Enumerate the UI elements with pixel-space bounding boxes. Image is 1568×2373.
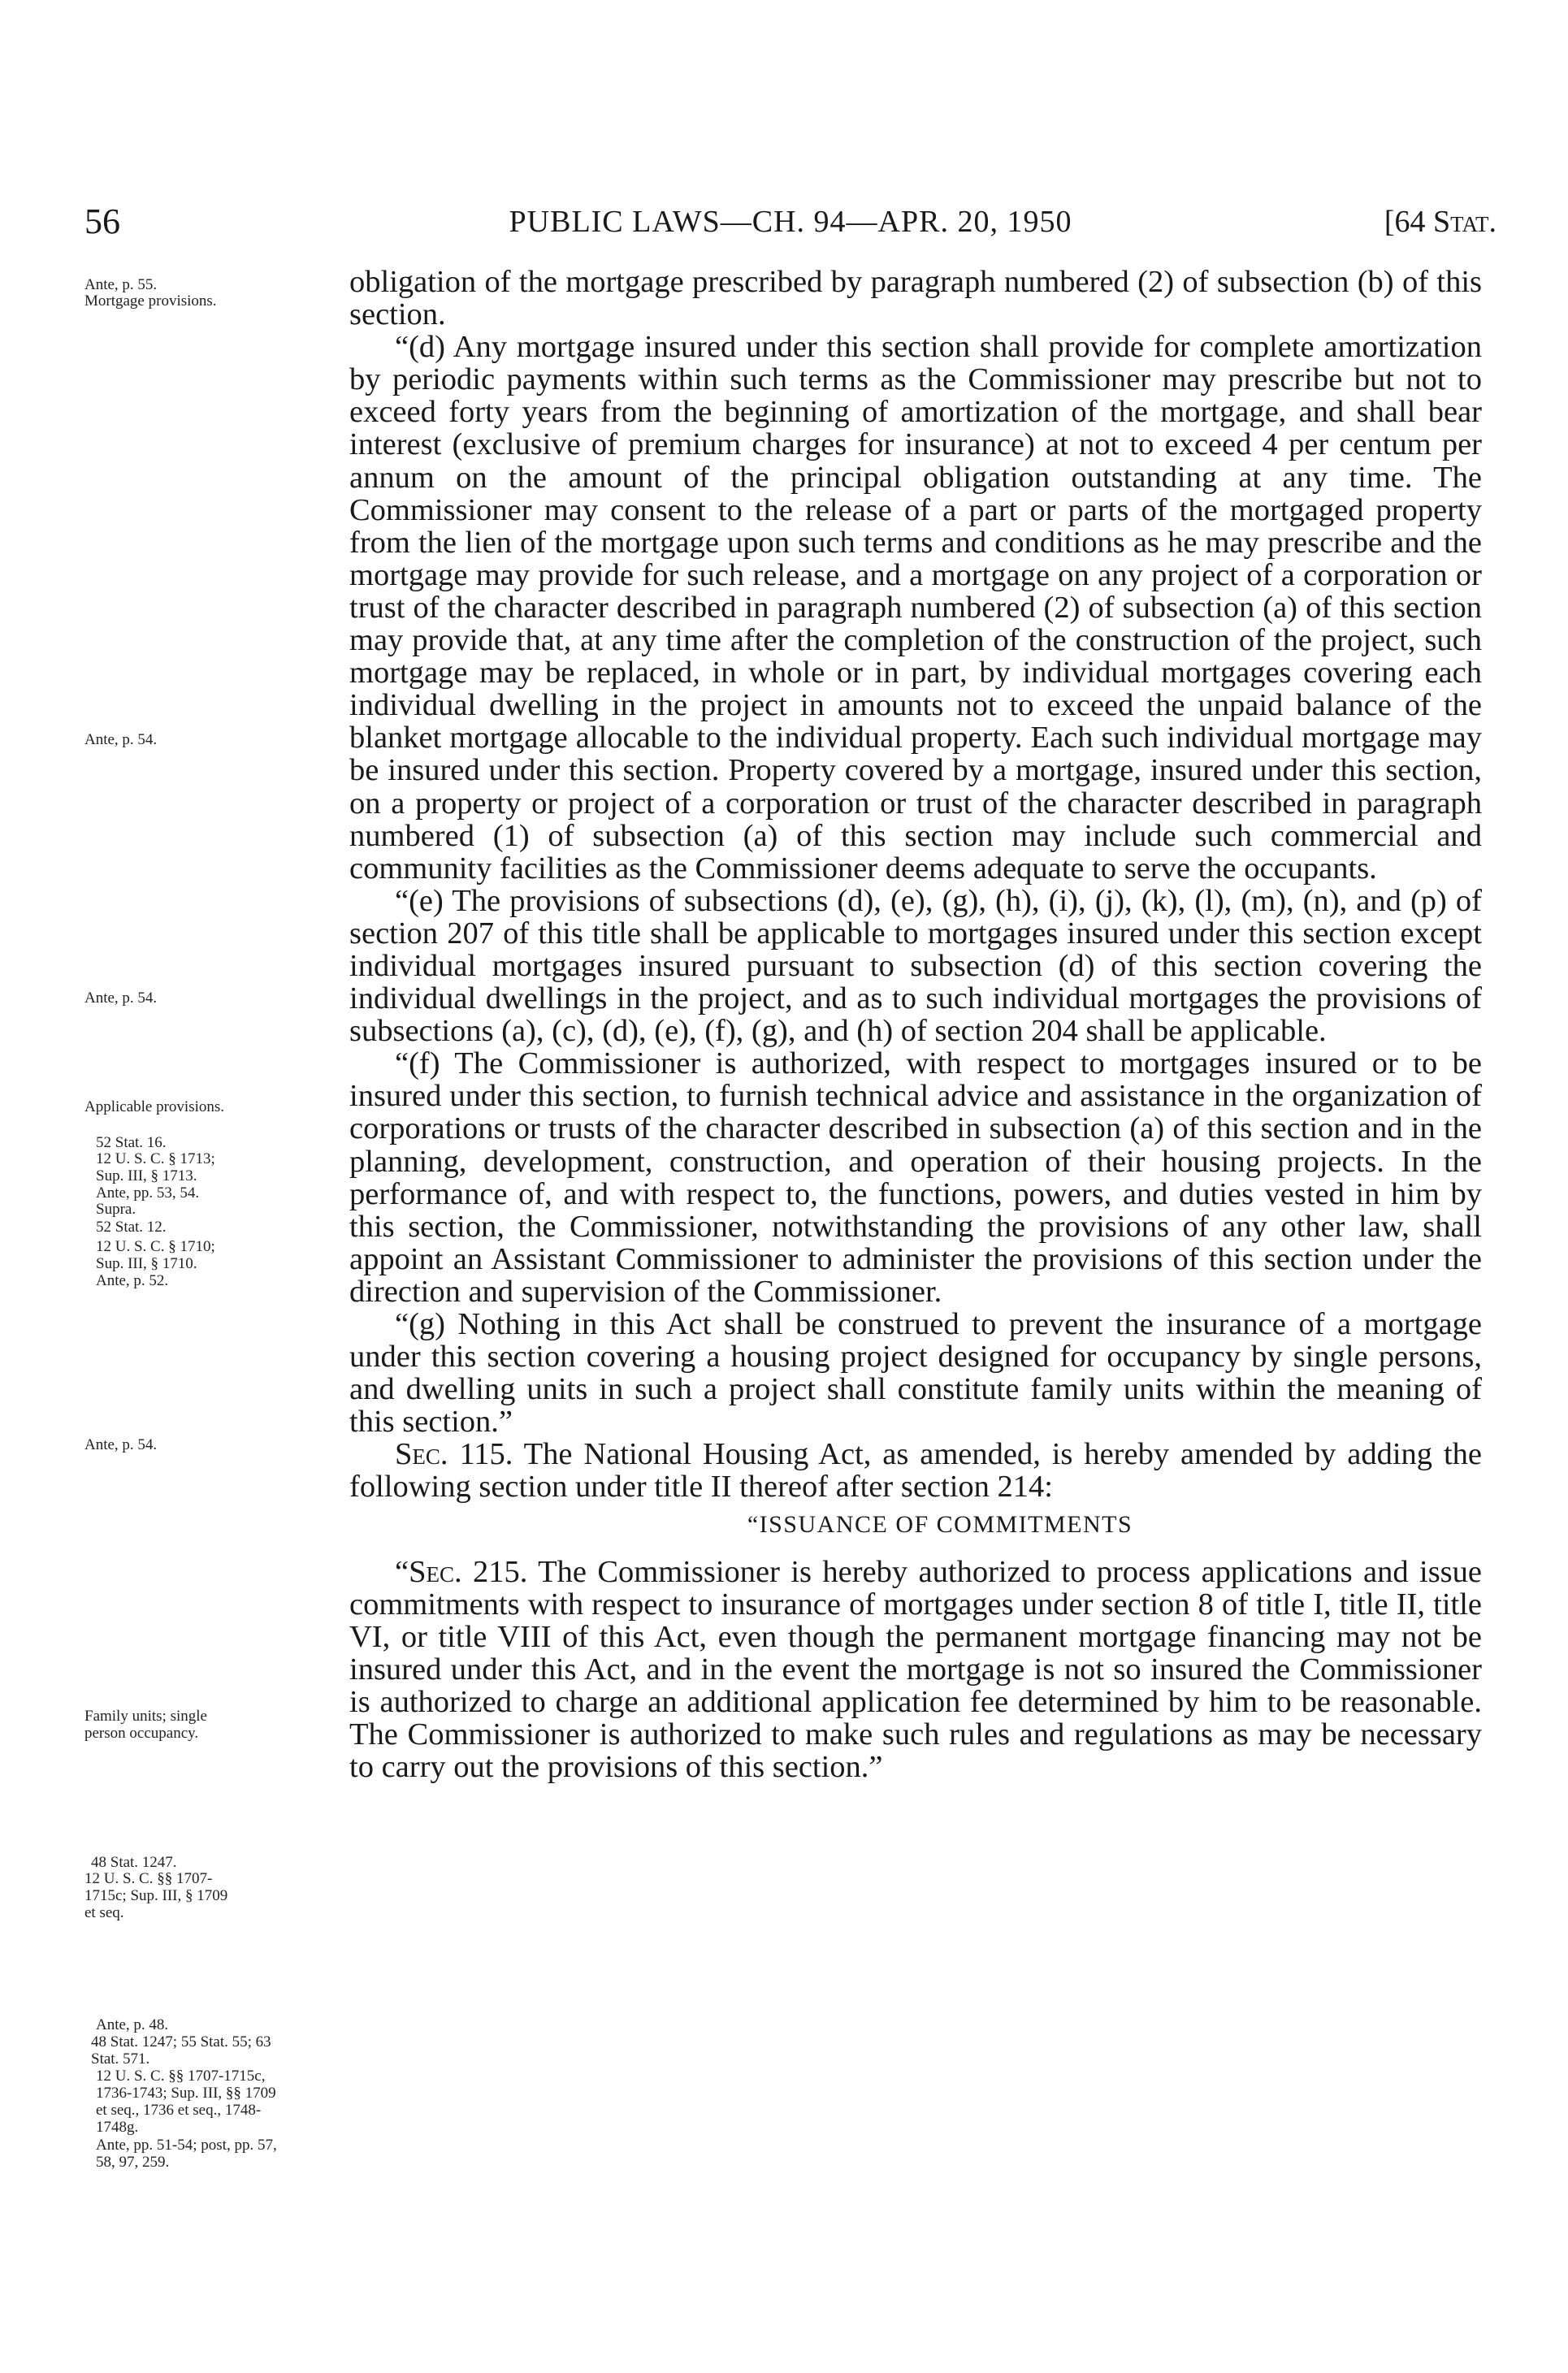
margin-note: 12 U. S. C. §§ 1707-1715c; Sup. III, § 1709 et seq. <box>84 1870 228 1921</box>
margin-note: 48 Stat. 1247. <box>91 1854 177 1871</box>
margin-note: Ante, p. 54. <box>84 1436 158 1453</box>
paragraph-text: The National Housing Act, as amended, is hereby amended by adding the following section under title II thereof after section 214: <box>349 1437 1482 1505</box>
margin-note: 48 Stat. 1247; 55 Stat. 55; 63 Stat. 571. <box>91 2033 271 2068</box>
margin-note: Ante, p. 48. <box>96 2016 169 2033</box>
body-text <box>349 266 1482 1783</box>
paragraph: “(d) Any mortgage insured under this section shall provide for complete amortization by periodic payments within such terms as the Commissioner may prescribe but not to exceed forty years from the beginning of amortization of the mortgage, and shall bear interest (exclusive of premium charges for insurance) at not to exceed 4 per centum per annum on the amount of the principal obligation outstanding at any time. The Commissioner may consent to the release of a part or parts of the mortgaged property from the lien of the mortgage upon such terms and conditions as he may prescribe and the mortgage may provide for such release, and a mortgage on any project of a corporation or trust of the character described in paragraph numbered (2) of subsection (a) of this section may provide that, at any time after the completion of the construction of the project, such mortgage may be replaced, in whole or in part, by individual mortgages covering each individual dwelling in the project in amounts not to exceed the unpaid balance of the blanket mortgage allocable to the individual property. Each such individual mortgage may be insured under this section. Property covered by a mortgage, insured under this section, on a property or project of a corporation or trust of the character described in paragraph numbered (1) of subsection (a) of this section may include such commercial and community facilities as the Commissioner deems adequate to serve the occupants. <box>349 330 1482 886</box>
section-label: Sec. 115. <box>395 1437 513 1472</box>
margin-note: Ante, pp. 53, 54. <box>96 1184 200 1202</box>
margin-note: 52 Stat. 16. <box>96 1134 167 1151</box>
margin-note: Applicable provisions. <box>84 1098 225 1115</box>
margin-note: Ante, p. 52. <box>96 1272 169 1289</box>
paragraph: “(g) Nothing in this Act shall be construed to prevent the insurance of a mortgage under this section covering a housing project designed for occupancy by single persons, and dwelling units in such a project shall constitute family units within the meaning of this section.” <box>349 1307 1482 1440</box>
margin-note: 52 Stat. 12. <box>96 1219 167 1236</box>
page-header <box>84 201 1497 242</box>
margin-note: 12 U. S. C. §§ 1707-1715c, 1736-1743; Sup. III, §§ 1709 et seq., 1736 et seq., 1748-1748g. <box>96 2068 276 2136</box>
margin-note: Family units; single person occupancy. <box>84 1708 207 1742</box>
margin-note: Mortgage provisions. <box>84 292 217 310</box>
paragraph <box>349 1556 1482 1784</box>
margin-note: Ante, p. 54. <box>84 731 158 748</box>
page-number: 56 <box>84 201 120 241</box>
paragraph-text: The Commissioner is hereby authorized to process applications and issue commitments with respect to insurance of mortgages under section 8 of title I, title II, title VI, or title VIII of this Act, even though the permanent mortgage financing may not be insured under this Act, and in the event the mortgage is not so insured the Commissioner is authorized to charge an additional application fee determined by him to be reasonable. The Commissioner is authorized to make such rules and regulations as may be necessary to carry out the provisions of this section.” <box>349 1554 1482 1785</box>
margin-note: 12 U. S. C. § 1710; Sup. III, § 1710. <box>96 1238 215 1272</box>
margin-note: Ante, p. 55. <box>84 276 158 293</box>
margin-note: Ante, p. 54. <box>84 989 158 1007</box>
running-head: PUBLIC LAWS—CH. 94—APR. 20, 1950 <box>509 205 1072 239</box>
section-label: “Sec. 215. <box>395 1554 528 1589</box>
margin-note: 12 U. S. C. § 1713; Sup. III, § 1713. <box>96 1150 215 1184</box>
statute-reference: [64 Stat. <box>1384 205 1497 239</box>
section-heading: “ISSUANCE OF COMMITMENTS <box>747 1510 1133 1538</box>
margin-note: Ante, pp. 51-54; post, pp. 57, 58, 97, 259. <box>96 2137 277 2171</box>
paragraph: obligation of the mortgage prescribed by paragraph numbered (2) of subsection (b) of this section. <box>349 265 1482 332</box>
paragraph <box>349 1438 1482 1503</box>
paragraph: “(f) The Commissioner is authorized, with respect to mortgages insured or to be insured under this section, to furnish technical advice and assistance in the organization of corporations or trusts of the character described in subsection (a) of this section and in the planning, development, construction, and operation of their housing projects. In the performance of, and with respect to, the functions, powers, and duties vested in him by this section, the Commissioner, notwithstanding the provisions of any other law, shall appoint an Assistant Commissioner to administer the provisions of this section under the direction and supervision of the Commissioner. <box>349 1046 1482 1309</box>
margin-note: Supra. <box>96 1201 136 1218</box>
paragraph: “(e) The provisions of subsections (d), (e), (g), (h), (i), (j), (k), (l), (m), (n), and (p) of section 207 of this title shall be applicable to mortgages insured under this section except individual mortgages insured pursuant to subsection (d) of this section covering the individual dwellings in the project, and as to such individual mortgages the provisions of subsections (a), (c), (d), (e), (f), (g), and (h) of section 204 shall be applicable. <box>349 883 1482 1049</box>
